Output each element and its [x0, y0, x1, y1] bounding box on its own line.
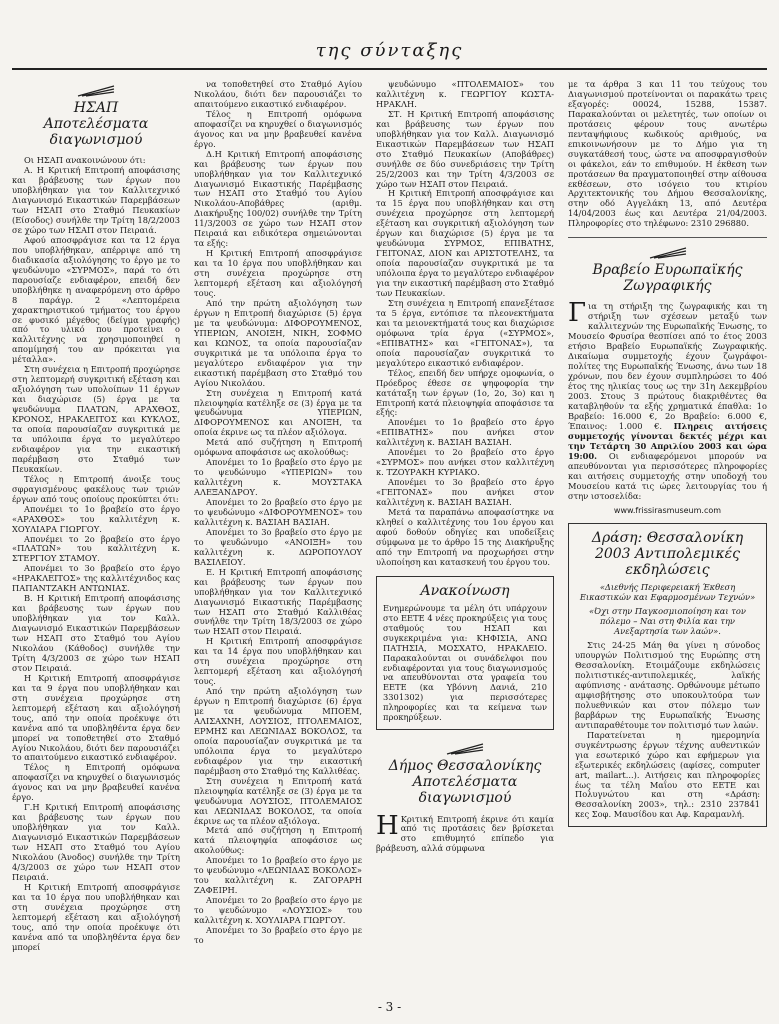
paragraph: Απονέμει το 1ο βραβείο στο έργο με το ψευδώνυμο «ΛΕΩΝΙΔΑΣ ΒΟΚΟΛΟΣ» του καλλιτέχνη κ. ΖΑΓΟΡΑΡΗ ΖΑΦΕΙΡΗ.	[194, 855, 362, 896]
paragraph: Στη συνέχεια η Επιτροπή προχώρησε στη λεπτομερή συγκριτική εξέταση και αξιολόγηση των υπολοίπων 11 έργων και διαχώρισε (5) έργα με τα ψευδώνυμα ΠΛΑΤΩΝ, ΑΡΑΧΘΟΣ, ΚΡΟΝΟΣ, ΗΡΑΚΛΕΙΤΟΣ και ΚΥΚΛΟΣ, τα οποία παρουσίαζαν συγκριτικά με τα υπόλοιπα έργα το μεγαλύτερο ενδιαφέρον για την εικαστική παρέμβαση στο Σταθμό των Πευκακίων.	[12, 364, 180, 474]
article-body	[12, 156, 180, 952]
paragraph: Στη συνέχεια η Επιτροπή κατά πλειοψηφία κατέληξε σε (3) έργα με τα ψευδώνυμα ΥΠΕΡΙΩΝ, ΔΙΦΟΡΟΥΜΕΝΟΣ και ΑΝΟΙΞΗ, τα οποία έκρινε ως τα πλέον αξιόλογα.	[194, 387, 362, 438]
paragraph: Τέλος, επειδή δεν υπήρχε ομοφωνία, ο Πρόεδρος έθεσε σε ψηφοφορία την κατάταξη των έργων (1ο, 2ο, 3ο) και η Επιτροπή κατά πλειοψηφία αποφάσισε τα εξής:	[376, 367, 554, 418]
paragraph: Δ.Η Κριτική Επιτροπή αποφάσισης και βράβευσης των έργων που υποβλήθηκαν για τον Καλλιτεχνικό Διαγωνισμό Εικαστικής Παρέμβασης των ΗΣΑΠ στο Σταθμό του Αγίου Νικολάου-Αποβάθρες (αριθμ. Διακήρυξης 100/02) συνήλθε την Τρίτη 11/3/2003 σε χώρο των ΗΣΑΠ στον Πειραιά και ειδικότερα σημειώνονται τα εξής:	[194, 148, 362, 249]
article-subheading: Αποτελέσματα διαγωνισμού	[412, 774, 518, 807]
article-body-cont-2	[376, 80, 554, 568]
paragraph: Η Κριτική Επιτροπή αποσφράγισε και τα 9 έργα που υποβλήθηκαν και στη συνέχεια προχώρησε στη λεπτομερή εξέταση και αξιολόγησή τους, από την οποία προέκυψε ότι κανένα από τα υποβληθέντα έργα δεν μπορεί να τοποθετηθεί στο Σταθμό Αγίου Νικολάου, διότι δεν παρουσιάζει το απαιτούμενο εικαστικό ενδιαφέρον.	[12, 672, 180, 763]
article-subheading: Αποτελέσματα διαγωνισμού	[43, 116, 149, 149]
column-4	[568, 80, 767, 827]
action-paragraph-1: Στις 24-25 Μάη θα γίνει η σύνοδος υπουργών Πολιτισμού της Ευρώπης στη Θεσσαλονίκη. Ετοιμάζουμε εκδηλώσεις πολιτιστικές-αντιπολεμικές, λαϊκής αφύπνισης - ανάτασης. Ορθώνουμε μέτωπο αμφισβήτησης στο υποκουλτούρα των πολυεθνικών και στον πόλεμο των βαρβάρων της Ευρωπαϊκής Ένωσης αντιπαραθέτουμε τον πολιτισμό των λαών.	[575, 640, 760, 730]
drop-cap: Γ	[568, 298, 587, 329]
paragraph: Γ.Η Κριτική Επιτροπή αποφάσισης και βράβευσης των έργων που υποβλήθηκαν για τον Καλλ. Διαγωνισμό Εικαστικών Παρεμβάσεων των ΗΣΑΠ στο Σταθμό του Αγίου Νικολάου (Άνοδος) συνήλθε την Τρίτη 4/3/2003 σε χώρο των ΗΣΑΠ στον Πειραιά.	[12, 802, 180, 882]
paragraph: Απονέμει το 2ο βραβείο στο έργο με το ψευδώνυμο «ΔΙΦΟΡΟΥΜΕΝΟΣ» του καλλιτέχνη κ. ΒΑΣΙΑΗ ΒΑΣΙΑΗ.	[194, 497, 362, 527]
paragraph: Απονέμει το 2ο βραβείο στο έργο «ΠΛΑΤΩΝ» του καλλιτέχνη κ. ΣΤΕΡΓΙΟΥ ΣΤΑΜΟΥ.	[12, 533, 180, 564]
thessaloniki-body-cont: με τα άρθρα 3 και 11 του τεύχους του Διαγωνισμού προτείνονται οι παρακάτω τρεις εξαγορές: 00024, 15288, 15387. Παρακαλούνται οι μελετητές, των οποίων οι προτάσεις φέρουν τους ανωτέρω πενταψήφιους κωδικούς αριθμούς, να επικοινωνήσουν με το Δήμο για τη συγκατάθεσή τους, ώστε να αποσφραγισθούν οι φάκελοι, εάν το επιθυμούν. Η έκθεση των προτάσεων θα πραγματοποιηθεί στην αίθουσα εκθέσεων, στο ισόγειο του κτιρίου Αρχιτεκτονικής του Δήμου Θεσσαλονίκης, στην οδό Αγγελάκη 13, από Δευτέρα 14/04/2003 έως και Δευτέρα 21/04/2003. Πληροφορίες στο τηλέφωνο: 2310 296880.	[568, 79, 767, 229]
article-heading: Βραβείο Ευρωπαϊκής Ζωγραφικής	[592, 262, 743, 295]
museum-website[interactable]: www.frissirasmuseum.com	[613, 505, 722, 515]
paragraph: Οι ΗΣΑΠ ανακοινώνουν ότι:	[24, 155, 146, 166]
prize-text: ια τη στήριξη της ζωγραφικής και τη στήριξη των σχέσεων μεταξύ των καλλιτεχνών της Ευρωπαϊκής Ένωσης, το Μουσείο Φρυσίρα θεσπίσει από το έτος 2003 ετήσιο Βραβείο Ευρωπαϊκής Ζωγραφικής. Δικαίωμα συμμετοχής έχουν ζωγράφοι-πολίτες της Ευρωπαϊκής Ένωσης, άνω των 18 χρόνων, που δεν έχουν συμπληρώσει το 40ό έτος της ηλικίας τους ως την 31η Δεκεμβρίου 2003. Στους 3 πρώτους διακριθέντες θα καταβληθούν τα εξής χρηματικά έπαθλα: 1ο Βραβείο: 16.000 €, 2ο Βραβείο: 6.000 €, Έπαινος: 1.000 €.	[568, 301, 767, 431]
column-3	[376, 80, 554, 854]
paragraph: Απονέμει το 2ο βραβείο στο έργο με το ψευδώνυμο «ΛΟΥΣΙΟΣ» του καλλιτέχνη κ. ΧΟΥΛΙΑΡΑ ΓΙΩΡΓΟΥ.	[194, 895, 362, 926]
paragraph: Από την πρώτη αξιολόγηση των έργων η Επιτροπή διαχώρισε (5) έργα με τα ψευδώνυμα: ΔΙΦΟΡΟΥΜΕΝΟΣ, ΥΠΕΡΙΩΝ, ΑΝΟΙΞΗ, ΝΙΚΗ, ΣΟΦΜΟ και ΚΩΝΟΣ, τα οποία παρουσίαζαν συγκριτικά με τα υπόλοιπα έργα το μεγαλύτερο ενδιαφέρον για την εικαστική παρέμβαση στο Σταθμό του Αγίου Νικολάου.	[194, 297, 362, 388]
paragraph: Απονέμει το 3ο βραβείο στο έργο «ΓΕΙΤΟΝΑΣ» που ανήκει στον καλλιτέχνη κ. ΒΑΣΙΑΗ ΒΑΣΙΑΗ.	[376, 477, 554, 508]
article-heading: Δήμος Θεσσαλονίκης	[388, 758, 542, 775]
column-2	[194, 80, 362, 946]
paragraph: Απονέμει το 1ο βραβείο στο έργο «ΑΡΑΧΘΟΣ» του καλλιτέχνη κ. ΧΟΥΛΙΑΡΑ ΓΙΩΡΓΟΥ.	[12, 503, 180, 534]
paragraph: Η Κριτική Επιτροπή αποσφράγισε και τα 10 έργα που υποβλήθηκαν και στη συνέχεια προχώρησε στη λεπτομερή εξέταση και αξιολόγησή τους.	[194, 248, 362, 299]
announcement-box	[376, 576, 554, 731]
paragraph: Α. Η Κριτική Επιτροπή αποφάσισης και βράβευσης των έργων που υποβλήθηκαν για τον Καλλιτεχνικό Διαγωνισμό Εικαστικών Παρεμβάσεων των ΗΣΑΠ στο Σταθμό Πευκακίων (Είσοδος) συνήλθε την Τρίτη 18/2/2003 σε χώρο των ΗΣΑΠ στον Πειραιά.	[12, 165, 180, 235]
paragraph: Τέλος η Επιτροπή άνοιξε τους σφραγισμένους φακέλους των τριών έργων από τους οποίους προκύπτει ότι:	[12, 473, 180, 504]
prize-body	[568, 298, 768, 501]
paragraph: ψευδώνυμο «ΠΤΟΛΕΜΑΙΟΣ» του καλλιτέχνη κ. ΓΕΩΡΓΙΟΥ ΚΩΣΤΑ-ΗΡΑΚΛΗ.	[376, 79, 554, 109]
paragraph: Στη συνέχεια η Επιτροπή κατά πλειοψηφία κατέληξε σε (3) έργα με τα ψευδώνυμα ΛΟΥΣΙΟΣ, ΠΤΟΛΕΜΑΙΟΣ και ΛΕΩΝΙΔΑΣ ΒΟΚΟΛΟΣ, τα οποία έκρινε ως τα πλέον αξιόλογα.	[194, 775, 362, 826]
page-number: - 3 -	[377, 1000, 402, 1014]
action-sub2: «Όχι στην Παγκοσμιοποίηση και τον πόλεμο – Ναι στη Φιλία και την Ανεξαρτησία των λαών».	[589, 606, 746, 637]
ornament-icon	[445, 742, 485, 756]
ornament-icon	[648, 246, 688, 260]
prize-deadline: Πληρεις αιτήσεις συμμετοχής γίνονται δεκτές μέχρι και την Τετάρτη 30 Απριλίου 2003 και ώρα 19:00.	[568, 420, 768, 461]
paragraph: Μετά τα παραπάνω αποφασίστηκε να κληθεί ο καλλιτέχνης του 1ου έργου και αφού δοθούν οδηγίες και υποδείξεις σύμφωνα με το άρθρο 15 της Διακήρυξης από την Επιτροπή να προχωρήσει στην υλοποίηση και κατασκευή του έργου του.	[376, 506, 554, 567]
paragraph: Απονέμει το 1ο βραβείο στο έργο «ΕΠΙΒΑΤΗΣ» που ανήκει στον καλλιτέχνη κ. ΒΑΣΙΑΗ ΒΑΣΙΑΗ.	[376, 417, 554, 448]
section-title: της σύνταξης	[315, 40, 464, 61]
action-sub1: «Διεθνής Περιφερειακή Έκθεση Εικαστικών και Εφαρμοσμένων Τεχνών»	[579, 582, 756, 603]
article-title-hsap	[12, 84, 180, 148]
article-title-thessaloniki	[376, 742, 554, 806]
paragraph: Μετά από συζήτηση η Επιτροπή κατά πλειοψηφία αποφάσισε ως ακολούθως:	[194, 825, 362, 856]
announcement-title: Ανακοίνωση	[420, 582, 510, 599]
paragraph: Από την πρώτη αξιολόγηση των έργων η Επιτροπή διαχώρισε (6) έργα με τα ψευδώνυμα ΜΠΟΕΜ, ΑΛΙΣΑΧΝΗ, ΛΟΥΣΙΟΣ, ΠΤΟΛΕΜΑΙΟΣ, ΕΡΜΗΣ και ΛΕΩΝΙΔΑΣ ΒΟΚΟΛΟΣ, τα οποία παρουσίαζαν συγκριτικά με τα υπόλοιπα έργα το μεγαλύτερο ενδιαφέρον για την εικαστική παρέμβαση στο Σταθμό της Καλλιθέας.	[194, 686, 362, 776]
paragraph: Απονέμει το 3ο βραβείο στο έργο με το	[194, 925, 362, 945]
thessaloniki-text: Κριτική Επιτροπή έκρινε ότι καμία από τις προτάσεις δεν βρίσκεται στο επιθυμητό επίπεδο για βράβευση, αλλά σύμφωνα	[376, 813, 554, 854]
drop-cap: Η	[376, 810, 399, 841]
action-title: Δράση: Θεσσαλονίκη 2003 Αντιπολεμικές εκδηλώσεις	[591, 530, 744, 579]
paragraph: Η Κριτική Επιτροπή αποσφράγισε και τα 15 έργα που υποβλήθηκαν και στη συνέχεια προχώρησε στη λεπτομερή εξέταση και συγκριτική αξιολόγηση των έργων και διαχώρισε (5) έργα με τα ψευδώνυμα ΣΥΡΜΟΣ, ΕΠΙΒΑΤΗΣ, ΓΕΙΤΟΝΑΣ, ΔΙΟΝ και ΑΡΙΣΤΟΤΕΛΗΣ, τα οποία παρουσίαζαν συγκριτικά με τα υπόλοιπα έργα το μεγαλύτερο ενδιαφέρον για την εικαστική παρέμβαση στο Σταθμό των Πευκακίων.	[376, 188, 554, 299]
thessaloniki-body	[376, 810, 554, 855]
column-1	[12, 80, 180, 953]
paragraph: Ε. Η Κριτική Επιτροπή αποφάσισης και βράβευσης των έργων που υποβλήθηκαν για τον Καλλιτεχνικό Διαγωνισμό Εικαστικής Παρέμβασης των ΗΣΑΠ στο Σταθμό Καλλιθέας συνήλθε την Τρίτη 18/3/2003 σε χώρο των ΗΣΑΠ στον Πειραιά.	[194, 566, 362, 637]
paragraph: Η Κριτική Επιτροπή αποσφράγισε και τα 14 έργα που υποβλήθηκαν και στη συνέχεια προχώρησε στη λεπτομερή εξέταση και αξιολόγησή τους.	[194, 636, 362, 687]
paragraph: Στη συνέχεια η Επιτροπή επανεξέτασε τα 5 έργα, εντόπισε τα πλεονεκτήματα και τα μειονεκτήματά τους και διαχώρισε ομόφωνα τρία έργα («ΣΥΡΜΟΣ», «ΕΠΙΒΑΤΗΣ» και «ΓΕΙΤΟΝΑΣ»), τα οποία παρουσίαζαν συγκριτικά το μεγαλύτερο εικαστικό ενδιαφέρον.	[376, 297, 554, 368]
paragraph: Η Κριτική Επιτροπή αποσφράγισε και τα 10 έργα που υποβλήθηκαν και στη συνέχεια προχώρησε στη λεπτομερή εξέταση και αξιολόγησή τους, από την οποία προέκυψε ότι κανένα από τα υποβληθέντα έργα δεν μπορεί	[12, 881, 180, 952]
prize-text-tail: Οι ενδιαφερόμενοι μπορούν να απευθύνονται για περισσότερες πληροφορίες και αιτήσεις συμμετοχής στην υποδοχή του Μουσείου κατά τις ώρες λειτουργίας του ή στην ιστοσελίδα:	[568, 450, 767, 501]
paragraph: Απονέμει το 1ο βραβείο στο έργο με το ψευδώνυμο «ΥΠΕΡΙΩΝ» του καλλιτέχνη κ. ΜΟΥΣΤΑΚΑ ΑΛΕΞΑΝΔΡΟΥ.	[194, 457, 362, 498]
announcement-text: Ενημερώνουμε τα μέλη ότι υπάρχουν στο ΕΕΤΕ 4 νέες προκηρύξεις για τους σταθμούς του ΗΣΑΠ και συγκεκριμένα για: ΚΗΦΙΣΙΑ, ΑΝΩ ΠΑΤΗΣΙΑ, ΜΟΣΧΑΤΟ, ΗΡΑΚΛΕΙΟ. Παρακαλούνται οι συνάδελφοι που ενδιαφέρονται για τους διαγωνισμούς να απευθύνονται στα γραφεία του ΕΕΤΕ (κα Υβόννη Δανιά, 210 3301302) για περισσότερες πληροφορίες και τα κείμενα των προκηρύξεων.	[383, 602, 547, 723]
paragraph: Τέλος η Επιτροπή ομόφωνα αποφασίζει να κηρυχθεί ο διαγωνισμός άγονος και να μην βραβευθεί κανένα έργο.	[194, 108, 362, 149]
paragraph: Απονέμει το 3ο βραβείο στο έργο με το ψευδώνυμο «ΑΝΟΙΞΗ» του καλλιτέχνη κ. ΔΩΡΟΠΟΥΛΟΥ ΒΑΣΙΛΕΙΟΥ.	[194, 526, 362, 567]
paragraph: Μετά από συζήτηση η Επιτροπή ομόφωνα αποφάσισε ως ακολούθως:	[194, 437, 362, 458]
header-rule	[12, 68, 767, 70]
page-header	[12, 34, 767, 70]
paragraph: Απονέμει το 3ο βραβείο στο έργο «ΗΡΑΚΛΕΙΤΟΣ» της καλλιτέχνιδος κας ΠΑΠΑΝΤΖΑΚΗ ΑΝΤΩΝΙΑΣ.	[12, 563, 180, 594]
article-heading: ΗΣΑΠ	[73, 100, 119, 116]
paragraph: Τέλος η Επιτροπή ομόφωνα αποφασίζει να κηρυχθεί ο διαγωνισμός άγονος και να μην βραβευθεί κανένα έργο.	[12, 762, 180, 803]
paragraph: Αφού αποσφράγισε και τα 12 έργα που υποβλήθηκαν, απέρριψε από τη διαδικασία αξιολόγησης το έργο με το ψευδώνυμο «ΣΥΡΜΟΣ», παρά το ότι παρουσίαζε ενδιαφέρον, επειδή δεν υποβλήθηκε η αναφερόμενη στο άρθρο 8 παράγρ. 2 «Λεπτομέρεια χαρακτηριστικού τμήματος του έργου σε φυσικό μέγεθος (δείγμα γραφής) από το υλικό που προτείνει ο καλλιτέχνης να χρησιμοποιηθεί η απομίμησή του αν πρόκειται για μέταλλα».	[12, 234, 180, 365]
paragraph: Απονέμει το 2ο βραβείο στο έργο «ΣΥΡΜΟΣ» που ανήκει στον καλλιτέχνη κ. ΤΖΟΥΡΑΚΗ ΚΥΡΙΑΚΟ.	[376, 447, 554, 478]
paragraph: να τοποθετηθεί στο Σταθμό Αγίου Νικολάου, διότι δεν παρουσιάζει το απαιτούμενο εικαστικό ενδιαφέρον.	[194, 79, 362, 109]
paragraph: Β. Η Κριτική Επιτροπή αποφάσισης και βράβευσης των έργων που υποβλήθηκαν για τον Καλλ. Διαγωνισμό Εικαστικών Παρεμβάσεων των ΗΣΑΠ στο Σταθμό του Αγίου Νικολάου (Κάθοδος) συνήλθε την Τρίτη 4/3/2003 σε χώρο των ΗΣΑΠ στον Πειραιά.	[12, 593, 180, 673]
divider	[568, 237, 767, 238]
paragraph: ΣΤ. Η Κριτική Επιτροπή αποφάσισης και βράβευσης των έργων που υποβλήθηκαν για τον Καλλ. Διαγωνισμό Εικαστικών Παρεμβάσεων των ΗΣΑΠ στο Σταθμό Πευκακίων (Αποβάθρες) συνήλθε σε δύο συνεδριάσεις την Τρίτη 25/2/2003 και την Τρίτη 4/3/2003 σε χώρο των ΗΣΑΠ στον Πειραιά.	[376, 108, 554, 189]
article-body-cont	[194, 80, 362, 946]
article-title-prize	[568, 246, 767, 294]
ornament-icon	[76, 84, 116, 98]
action-box	[568, 523, 767, 827]
action-paragraph-2: Παρατείνεται η ημερομηνία συγκέντρωσης έργων τέχνης αυθεντικών για εσωτερικό χώρο και εφήμερων για εξωτερικές εκδηλώσεις (αφίσες, computer art, mailart...). Αιτήσεις και πληροφορίες έως τα τέλη Μαΐου στο ΕΕΤΕ και Πολυγνώτου και στη «Δράση: Θεσσαλονίκη 2003», τηλ.: 2310 237841 κες Σοφ. Μαυσίδου και Αφ. Καραμανλή.	[575, 729, 760, 820]
